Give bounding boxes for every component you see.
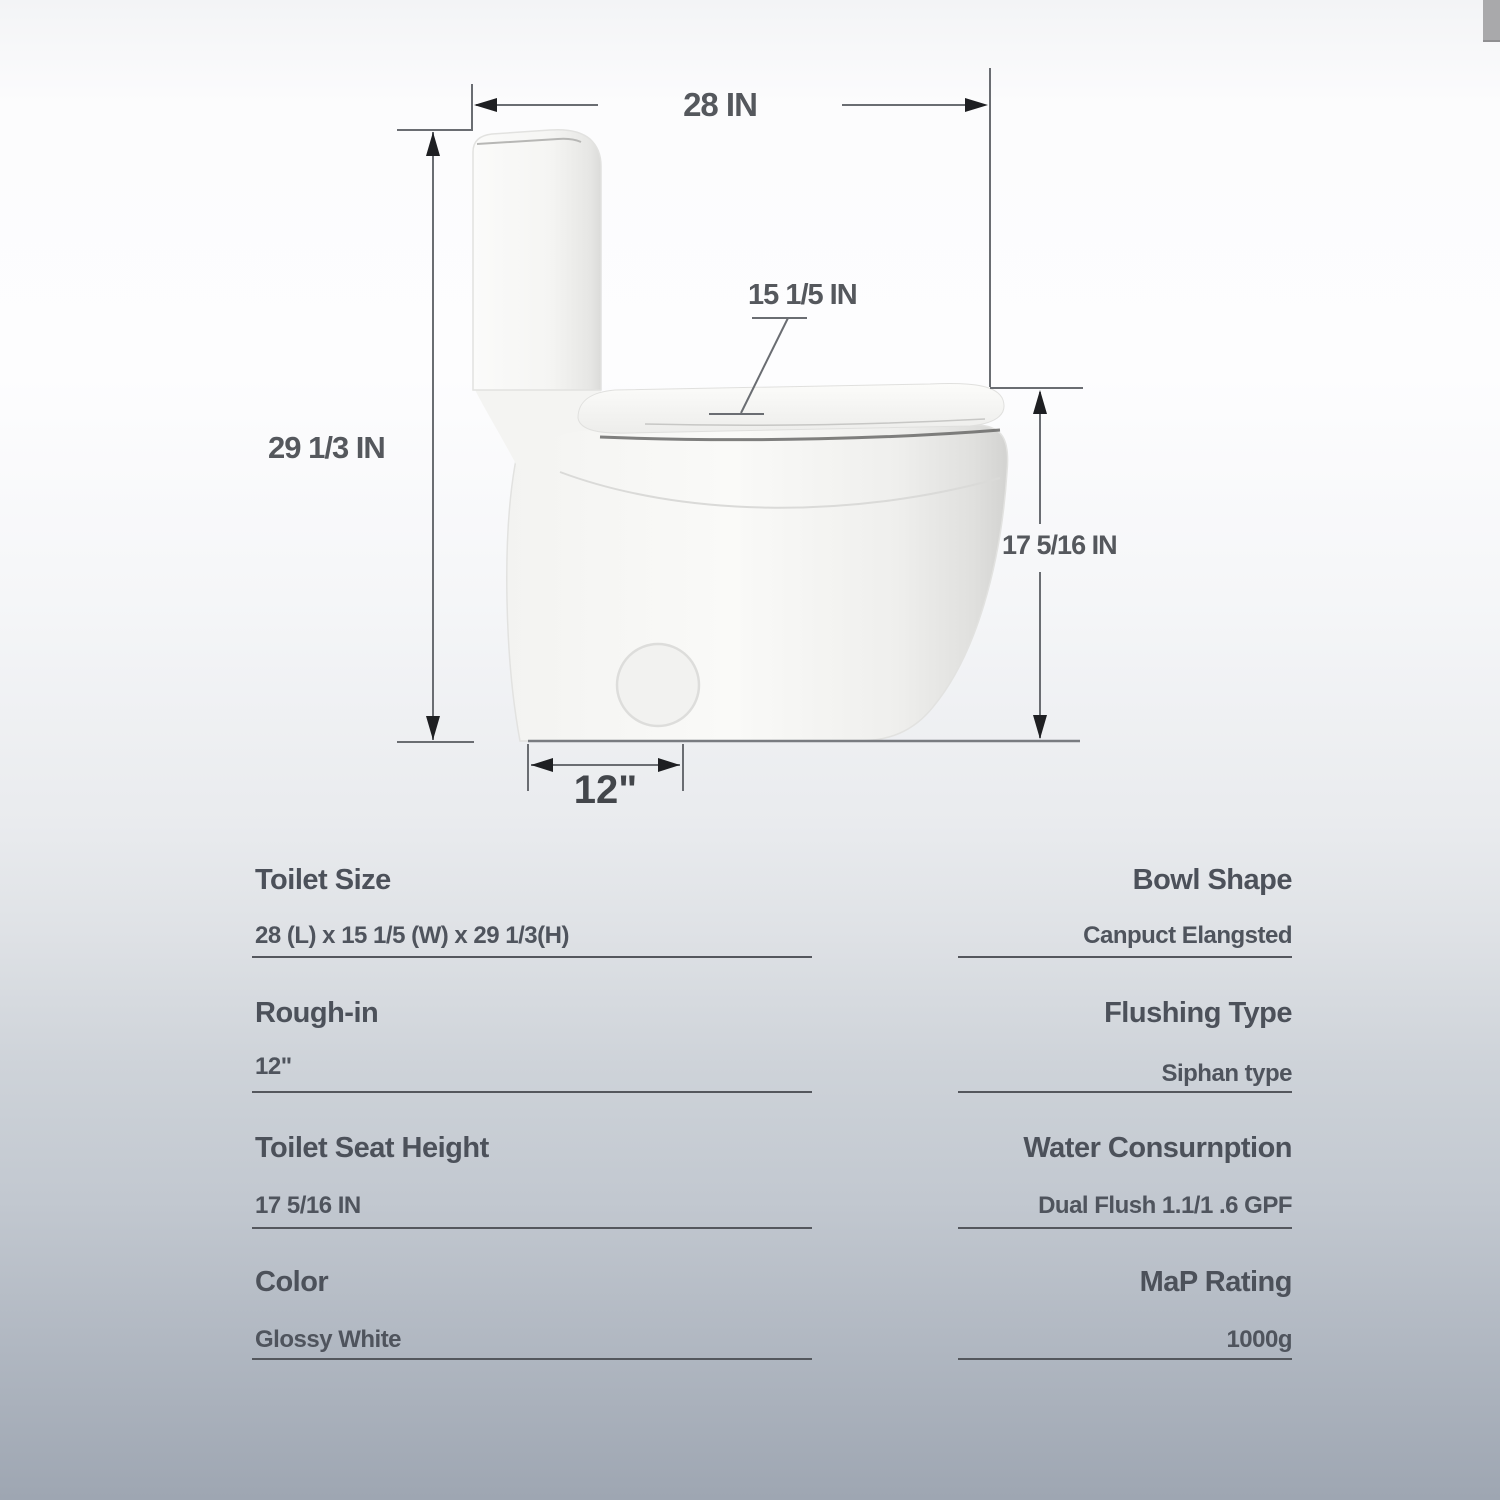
spec-value-flushing-type: Siphan type [1161, 1060, 1292, 1087]
spec-value-water-consumption: Dual Flush 1.1/1 .6 GPF [1038, 1192, 1292, 1219]
spec-value-color: Glossy White [255, 1326, 402, 1353]
spec-label-water-consumption: Water Consurnption [1023, 1132, 1292, 1164]
drain-cap [617, 644, 699, 726]
dimension-height-label: 29 1/3 IN [268, 430, 385, 465]
spec-value-toilet-size: 28 (L) x 15 1/5 (W) x 29 1/3(H) [255, 922, 569, 949]
dimension-rough-in-label: 12" [573, 768, 638, 812]
row-divider [252, 1358, 812, 1360]
spec-label-flushing-type: Flushing Type [1104, 997, 1292, 1029]
row-divider [252, 1091, 812, 1093]
row-divider [958, 956, 1292, 958]
row-divider [958, 1091, 1292, 1093]
toilet-bowl [507, 425, 1008, 741]
row-divider [252, 956, 812, 958]
spec-label-color: Color [255, 1266, 329, 1298]
spec-value-seat-height: 17 5/16 IN [255, 1192, 361, 1219]
dimension-seat-width-label: 15 1/5 IN [748, 279, 857, 311]
spec-label-bowl-shape: Bowl Shape [1132, 864, 1292, 896]
row-divider [252, 1227, 812, 1229]
row-divider [958, 1358, 1292, 1360]
toilet-tank [473, 130, 601, 390]
spec-label-seat-height: Toilet Seat Height [255, 1132, 489, 1164]
dimension-width-label: 28 IN [683, 86, 757, 123]
spec-label-map-rating: MaP Rating [1139, 1266, 1292, 1298]
row-divider [958, 1227, 1292, 1229]
spec-label-rough-in: Rough-in [255, 997, 379, 1029]
spec-label-toilet-size: Toilet Size [255, 864, 391, 896]
dimension-seat-height-label: 17 5/16 IN [1002, 530, 1117, 560]
spec-value-rough-in: 12" [255, 1053, 292, 1080]
spec-value-bowl-shape: Canpuct Elangsted [1083, 922, 1292, 949]
spec-value-map-rating: 1000g [1226, 1326, 1292, 1353]
